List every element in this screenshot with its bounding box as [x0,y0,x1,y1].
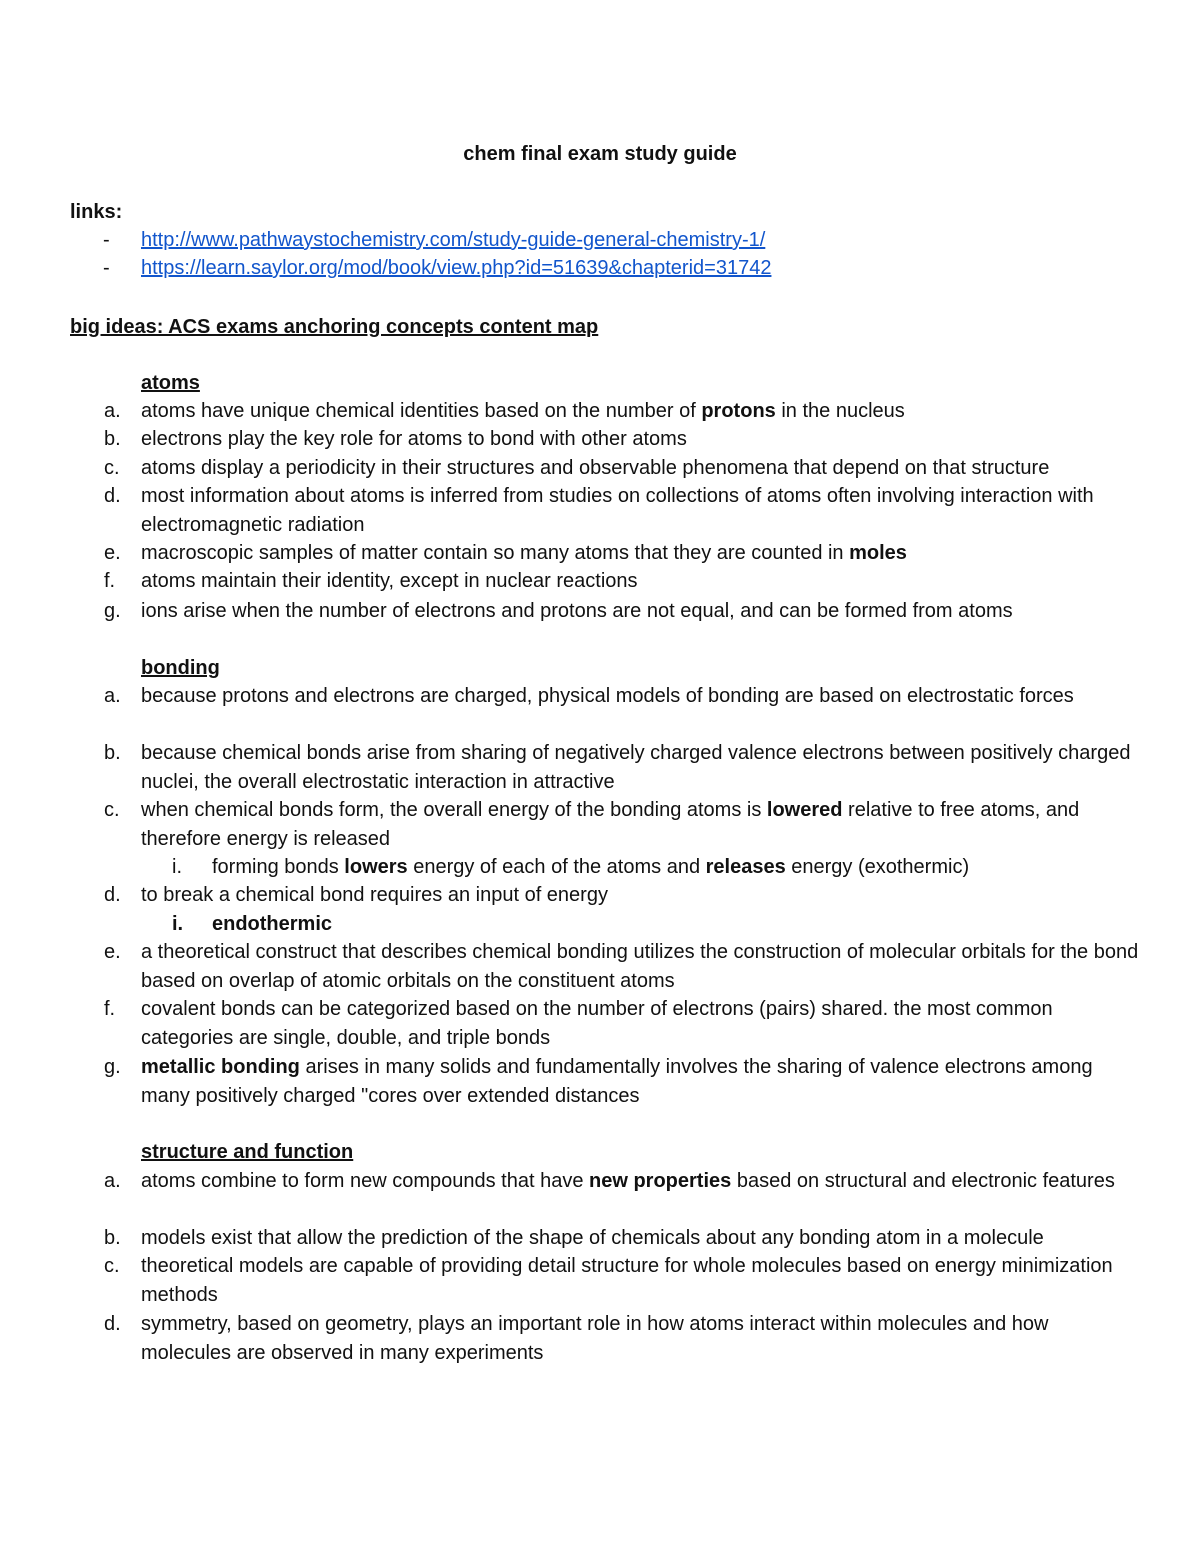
list-item [104,482,1144,539]
list-item [104,597,1144,626]
list-marker: b. [104,428,121,450]
list-item [104,539,1144,568]
list-marker: c. [104,457,120,479]
bold-term: lowered [766,799,843,821]
list-marker: i. [172,913,184,935]
list-item [104,1310,1144,1367]
bold-term: new properties [589,1170,732,1192]
sub-list-item: i. endothermic [172,910,332,939]
list-item-text: covalent bonds can be categorized based on the number of electrons (pairs) shared. the most common categories are single, double, and triple bonds [141,998,1053,1049]
list-item-text: electrons play the key role for atoms to bond with other atoms [141,428,687,450]
page-title: chem final exam study guide [463,143,737,165]
list-item-text: a theoretical construct that describes chemical bonding utilizes the construction of molecular orbitals for the bond based on overlap of atomic orbitals on the constituent atoms [141,941,1139,992]
list-marker: a. [104,685,121,707]
list-marker: d. [104,485,121,507]
list-marker: c. [104,799,120,821]
list-marker: d. [104,884,121,906]
list-item [104,995,1144,1052]
bold-term: releases [705,856,786,878]
list-item [104,425,1144,454]
list-item [104,938,1144,995]
list-marker: b. [104,742,121,764]
section-heading-atoms: atoms [141,372,200,394]
list-item [104,1224,1144,1253]
list-item-text: symmetry, based on geometry, plays an important role in how atoms interact within molecules and how molecules are observed in many experiments [141,1313,1049,1364]
list-item [104,454,1144,483]
list-marker: e. [104,941,121,963]
list-marker: c. [104,1255,120,1277]
list-item-text: because protons and electrons are charged, physical models of bonding are based on electrostatic forces [141,685,1074,707]
list-item-text: theoretical models are capable of providing detail structure for whole molecules based on energy minimization methods [141,1255,1113,1306]
section-heading-structure: structure and function [141,1141,354,1163]
list-item-text: ions arise when the number of electrons and protons are not equal, and can be formed from atoms [141,600,1013,622]
list-marker: d. [104,1313,121,1335]
link-saylor[interactable]: https://learn.saylor.org/mod/book/view.php?id=51639&chapterid=31742 [141,257,772,279]
bold-term: moles [849,542,907,564]
list-item [104,881,1144,910]
list-marker: f. [104,570,116,592]
list-item-text: atoms maintain their identity, except in nuclear reactions [141,570,638,592]
list-item-text: atoms have unique chemical identities based on the number of protons in the nucleus [141,400,905,422]
section-heading-bonding: bonding [141,657,220,679]
link-item [70,226,765,254]
list-item-text: atoms combine to form new compounds that have new properties based on structural and electronic features [141,1170,1115,1192]
list-item-text: macroscopic samples of matter contain so many atoms that they are counted in moles [141,542,907,564]
links-label: links: [70,201,123,223]
list-item [104,567,1144,596]
list-item [104,1252,1144,1309]
list-marker: f. [104,998,116,1020]
list-item [104,739,1144,796]
big-ideas-heading: big ideas: ACS exams anchoring concepts content map [70,316,599,338]
bold-term: lowers [344,856,408,878]
list-marker: g. [104,1056,121,1078]
link-item [70,254,771,282]
list-dash: - [103,229,110,251]
sub-list-item: i. forming bonds lowers energy of each of the atoms and releases energy (exothermic) [172,853,969,882]
list-item [104,682,1144,711]
list-marker: b. [104,1227,121,1249]
list-item-text: metallic bonding arises in many solids and fundamentally involves the sharing of valence electrons among many positively charged "cores over extended distances [141,1056,1093,1107]
list-item-text: because chemical bonds arise from sharing of negatively charged valence electrons between positively charged nuclei, the overall electrostatic interaction in attractive [141,742,1131,793]
list-item [104,1053,1144,1110]
list-marker: e. [104,542,121,564]
list-item [104,1167,1144,1196]
list-item-text: when chemical bonds form, the overall energy of the bonding atoms is lowered relative to free atoms, and therefore energy is released [141,799,1080,850]
list-marker: i. [172,856,182,878]
list-item-text: atoms display a periodicity in their structures and observable phenomena that depend on that structure [141,457,1050,479]
list-item-text: models exist that allow the prediction of the shape of chemicals about any bonding atom in a molecule [141,1227,1044,1249]
list-item-text: most information about atoms is inferred from studies on collections of atoms often involving interaction with electromagnetic radiation [141,485,1094,536]
list-item [104,796,1144,853]
list-item [104,397,1144,426]
bold-term: metallic bonding [141,1056,300,1078]
list-marker: a. [104,400,121,422]
list-item-text: to break a chemical bond requires an input of energy [141,884,608,906]
list-dash: - [103,257,110,279]
link-pathways[interactable]: http://www.pathwaystochemistry.com/study-guide-general-chemistry-1/ [141,229,766,251]
list-marker: a. [104,1170,121,1192]
list-marker: g. [104,600,121,622]
bold-term: protons [701,400,776,422]
